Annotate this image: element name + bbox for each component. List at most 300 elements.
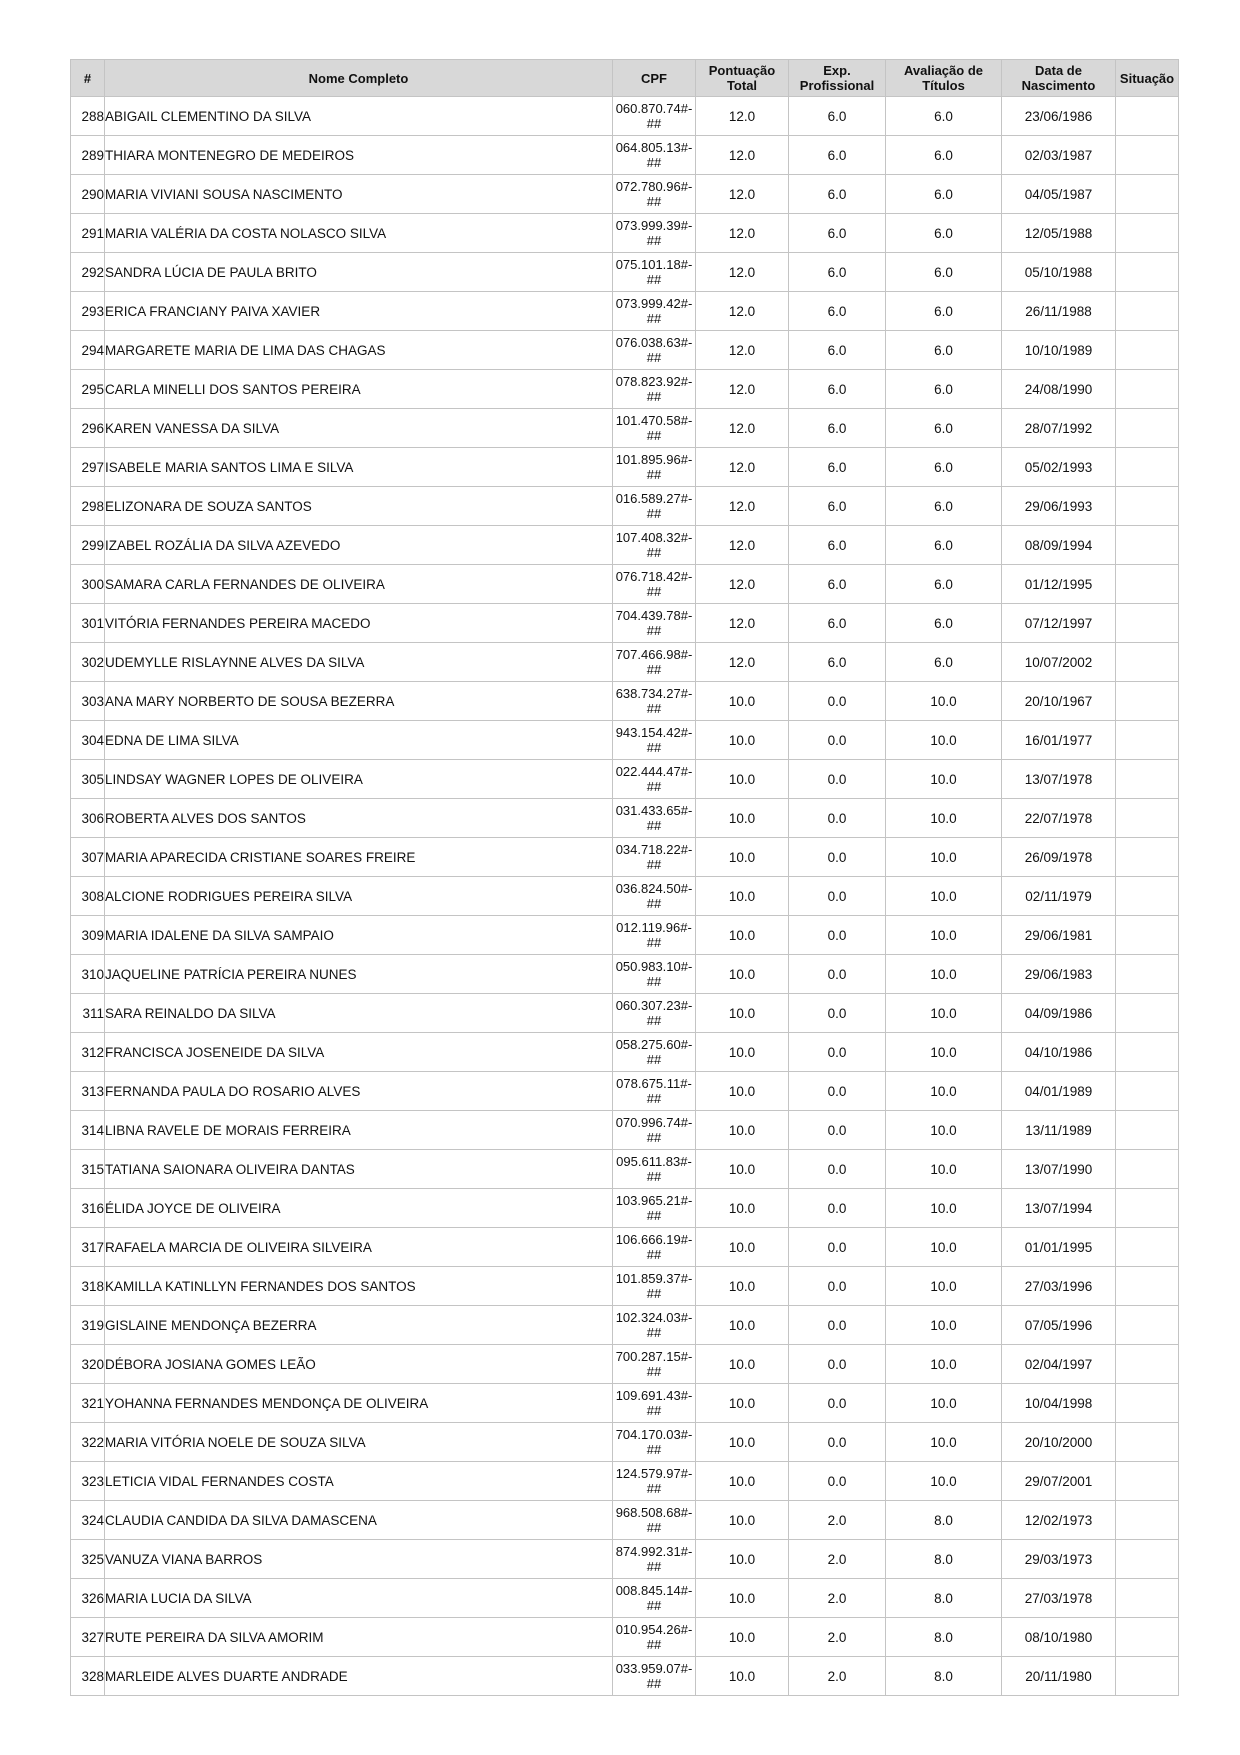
row-number: 320 — [71, 1345, 105, 1384]
cpf-cell — [613, 409, 696, 448]
cpf-masked-digits: 073.999.39#- — [615, 218, 693, 233]
header-professional-experience-line2: Profissional — [799, 78, 875, 93]
title-evaluation-score: 6.0 — [886, 175, 1002, 214]
total-score: 10.0 — [696, 1540, 789, 1579]
candidate-name: RUTE PEREIRA DA SILVA AMORIM — [105, 1618, 613, 1657]
birth-date: 20/11/1980 — [1002, 1657, 1116, 1696]
cpf-masked-digits: 008.845.14#- — [615, 1583, 693, 1598]
row-number: 316 — [71, 1189, 105, 1228]
row-number: 303 — [71, 682, 105, 721]
row-number: 291 — [71, 214, 105, 253]
title-evaluation-score: 10.0 — [886, 1345, 1002, 1384]
total-score: 10.0 — [696, 1267, 789, 1306]
birth-date: 13/11/1989 — [1002, 1111, 1116, 1150]
cpf-cell — [613, 136, 696, 175]
table-row — [71, 214, 1179, 253]
header-professional-experience — [789, 60, 886, 97]
results-table — [70, 59, 1179, 1696]
total-score: 12.0 — [696, 487, 789, 526]
cpf-masked-digits: 943.154.42#- — [615, 725, 693, 740]
birth-date: 04/09/1986 — [1002, 994, 1116, 1033]
table-row — [71, 643, 1179, 682]
professional-experience-score: 0.0 — [789, 1306, 886, 1345]
professional-experience-score: 0.0 — [789, 1072, 886, 1111]
status-cell — [1116, 97, 1179, 136]
total-score: 10.0 — [696, 1618, 789, 1657]
professional-experience-score: 0.0 — [789, 1267, 886, 1306]
cpf-cell — [613, 1462, 696, 1501]
cpf-masked-suffix: ## — [646, 389, 662, 404]
candidate-name: FERNANDA PAULA DO ROSARIO ALVES — [105, 1072, 613, 1111]
birth-date: 05/10/1988 — [1002, 253, 1116, 292]
cpf-cell — [613, 955, 696, 994]
birth-date: 27/03/1978 — [1002, 1579, 1116, 1618]
table-row — [71, 799, 1179, 838]
row-number: 327 — [71, 1618, 105, 1657]
cpf-cell — [613, 682, 696, 721]
status-cell — [1116, 682, 1179, 721]
title-evaluation-score: 10.0 — [886, 877, 1002, 916]
status-cell — [1116, 1033, 1179, 1072]
status-cell — [1116, 1189, 1179, 1228]
professional-experience-score: 2.0 — [789, 1540, 886, 1579]
cpf-cell — [613, 1150, 696, 1189]
title-evaluation-score: 10.0 — [886, 799, 1002, 838]
status-cell — [1116, 916, 1179, 955]
status-cell — [1116, 1345, 1179, 1384]
cpf-masked-digits: 010.954.26#- — [615, 1622, 693, 1637]
professional-experience-score: 0.0 — [789, 1462, 886, 1501]
cpf-masked-digits: 031.433.65#- — [615, 803, 693, 818]
candidate-name: ÉLIDA JOYCE DE OLIVEIRA — [105, 1189, 613, 1228]
status-cell — [1116, 331, 1179, 370]
cpf-masked-suffix: ## — [646, 1208, 662, 1223]
cpf-cell — [613, 1345, 696, 1384]
cpf-masked-suffix: ## — [646, 701, 662, 716]
cpf-masked-suffix: ## — [646, 818, 662, 833]
cpf-masked-suffix: ## — [646, 974, 662, 989]
cpf-masked-digits: 095.611.83#- — [616, 1154, 692, 1169]
table-row — [71, 1267, 1179, 1306]
birth-date: 07/05/1996 — [1002, 1306, 1116, 1345]
candidate-name: TATIANA SAIONARA OLIVEIRA DANTAS — [105, 1150, 613, 1189]
status-cell — [1116, 1462, 1179, 1501]
cpf-masked-digits: 060.870.74#- — [615, 101, 693, 116]
birth-date: 08/10/1980 — [1002, 1618, 1116, 1657]
birth-date: 29/03/1973 — [1002, 1540, 1116, 1579]
row-number: 313 — [71, 1072, 105, 1111]
title-evaluation-score: 10.0 — [886, 1150, 1002, 1189]
table-row — [71, 487, 1179, 526]
cpf-masked-suffix: ## — [646, 1481, 662, 1496]
cpf-cell — [613, 1306, 696, 1345]
row-number: 326 — [71, 1579, 105, 1618]
total-score: 12.0 — [696, 448, 789, 487]
cpf-masked-digits: 101.895.96#- — [615, 452, 693, 467]
cpf-masked-suffix: ## — [646, 428, 662, 443]
status-cell — [1116, 1423, 1179, 1462]
professional-experience-score: 6.0 — [789, 136, 886, 175]
title-evaluation-score: 6.0 — [886, 526, 1002, 565]
total-score: 12.0 — [696, 253, 789, 292]
cpf-masked-digits: 704.439.78#- — [615, 608, 693, 623]
candidate-name: LINDSAY WAGNER LOPES DE OLIVEIRA — [105, 760, 613, 799]
total-score: 10.0 — [696, 1072, 789, 1111]
title-evaluation-score: 6.0 — [886, 214, 1002, 253]
cpf-masked-digits: 034.718.22#- — [615, 842, 693, 857]
candidate-name: MARIA VITÓRIA NOELE DE SOUZA SILVA — [105, 1423, 613, 1462]
status-cell — [1116, 1579, 1179, 1618]
cpf-masked-suffix: ## — [646, 1637, 662, 1652]
candidate-name: SARA REINALDO DA SILVA — [105, 994, 613, 1033]
status-cell — [1116, 565, 1179, 604]
professional-experience-score: 6.0 — [789, 370, 886, 409]
professional-experience-score: 0.0 — [789, 682, 886, 721]
header-birth-date-line1: Data de — [1035, 63, 1082, 78]
professional-experience-score: 0.0 — [789, 916, 886, 955]
cpf-masked-digits: 078.675.11#- — [616, 1076, 692, 1091]
candidate-name: MARIA APARECIDA CRISTIANE SOARES FREIRE — [105, 838, 613, 877]
table-row — [71, 1345, 1179, 1384]
title-evaluation-score: 10.0 — [886, 1423, 1002, 1462]
cpf-cell — [613, 1228, 696, 1267]
table-row — [71, 1384, 1179, 1423]
header-birth-date-line2: Nascimento — [1021, 78, 1096, 93]
birth-date: 10/07/2002 — [1002, 643, 1116, 682]
cpf-masked-suffix: ## — [646, 1169, 662, 1184]
cpf-masked-digits: 064.805.13#- — [615, 140, 693, 155]
candidate-name: ROBERTA ALVES DOS SANTOS — [105, 799, 613, 838]
professional-experience-score: 0.0 — [789, 1384, 886, 1423]
table-row — [71, 1579, 1179, 1618]
row-number: 302 — [71, 643, 105, 682]
total-score: 10.0 — [696, 760, 789, 799]
table-row — [71, 1657, 1179, 1696]
cpf-masked-suffix: ## — [646, 740, 662, 755]
table-row — [71, 916, 1179, 955]
cpf-masked-suffix: ## — [646, 662, 662, 677]
title-evaluation-score: 10.0 — [886, 1228, 1002, 1267]
row-number: 297 — [71, 448, 105, 487]
birth-date: 04/01/1989 — [1002, 1072, 1116, 1111]
table-row — [71, 1501, 1179, 1540]
cpf-cell — [613, 292, 696, 331]
cpf-masked-digits: 076.038.63#- — [615, 335, 693, 350]
status-cell — [1116, 487, 1179, 526]
professional-experience-score: 0.0 — [789, 1189, 886, 1228]
cpf-masked-suffix: ## — [646, 584, 662, 599]
total-score: 12.0 — [696, 175, 789, 214]
header-professional-experience-line1: Exp. — [823, 63, 851, 78]
status-cell — [1116, 721, 1179, 760]
professional-experience-score: 6.0 — [789, 409, 886, 448]
professional-experience-score: 0.0 — [789, 1423, 886, 1462]
cpf-masked-suffix: ## — [646, 506, 662, 521]
candidate-name: MARGARETE MARIA DE LIMA DAS CHAGAS — [105, 331, 613, 370]
row-number: 295 — [71, 370, 105, 409]
row-number: 314 — [71, 1111, 105, 1150]
title-evaluation-score: 6.0 — [886, 643, 1002, 682]
cpf-cell — [613, 1501, 696, 1540]
status-cell — [1116, 409, 1179, 448]
professional-experience-score: 0.0 — [789, 721, 886, 760]
total-score: 12.0 — [696, 97, 789, 136]
cpf-cell — [613, 1267, 696, 1306]
candidate-name: ELIZONARA DE SOUZA SANTOS — [105, 487, 613, 526]
title-evaluation-score: 10.0 — [886, 721, 1002, 760]
row-number: 309 — [71, 916, 105, 955]
total-score: 12.0 — [696, 643, 789, 682]
row-number: 310 — [71, 955, 105, 994]
cpf-masked-suffix: ## — [646, 1364, 662, 1379]
candidate-name: KAMILLA KATINLLYN FERNANDES DOS SANTOS — [105, 1267, 613, 1306]
cpf-cell — [613, 97, 696, 136]
cpf-masked-digits: 109.691.43#- — [615, 1388, 693, 1403]
cpf-masked-digits: 124.579.97#- — [615, 1466, 693, 1481]
birth-date: 07/12/1997 — [1002, 604, 1116, 643]
row-number: 321 — [71, 1384, 105, 1423]
table-row — [71, 1072, 1179, 1111]
row-number: 298 — [71, 487, 105, 526]
table-row — [71, 994, 1179, 1033]
cpf-cell — [613, 838, 696, 877]
professional-experience-score: 6.0 — [789, 292, 886, 331]
status-cell — [1116, 136, 1179, 175]
cpf-masked-digits: 638.734.27#- — [615, 686, 693, 701]
total-score: 12.0 — [696, 409, 789, 448]
row-number: 307 — [71, 838, 105, 877]
cpf-cell — [613, 1540, 696, 1579]
row-number: 293 — [71, 292, 105, 331]
status-cell — [1116, 253, 1179, 292]
table-row — [71, 760, 1179, 799]
cpf-masked-digits: 107.408.32#- — [615, 530, 693, 545]
cpf-masked-suffix: ## — [646, 857, 662, 872]
title-evaluation-score: 10.0 — [886, 1306, 1002, 1345]
header-title-evaluation-line2: Títulos — [922, 78, 965, 93]
row-number: 308 — [71, 877, 105, 916]
total-score: 10.0 — [696, 1189, 789, 1228]
candidate-name: CARLA MINELLI DOS SANTOS PEREIRA — [105, 370, 613, 409]
professional-experience-score: 6.0 — [789, 175, 886, 214]
cpf-masked-suffix: ## — [646, 272, 662, 287]
cpf-masked-digits: 070.996.74#- — [615, 1115, 693, 1130]
row-number: 299 — [71, 526, 105, 565]
birth-date: 08/09/1994 — [1002, 526, 1116, 565]
professional-experience-score: 6.0 — [789, 487, 886, 526]
total-score: 10.0 — [696, 877, 789, 916]
title-evaluation-score: 8.0 — [886, 1657, 1002, 1696]
candidate-name: MARIA VALÉRIA DA COSTA NOLASCO SILVA — [105, 214, 613, 253]
total-score: 12.0 — [696, 370, 789, 409]
status-cell — [1116, 877, 1179, 916]
birth-date: 13/07/1990 — [1002, 1150, 1116, 1189]
status-cell — [1116, 1501, 1179, 1540]
total-score: 10.0 — [696, 955, 789, 994]
professional-experience-score: 0.0 — [789, 955, 886, 994]
birth-date: 01/12/1995 — [1002, 565, 1116, 604]
cpf-masked-suffix: ## — [646, 1130, 662, 1145]
candidate-name: IZABEL ROZÁLIA DA SILVA AZEVEDO — [105, 526, 613, 565]
status-cell — [1116, 370, 1179, 409]
status-cell — [1116, 1267, 1179, 1306]
professional-experience-score: 6.0 — [789, 526, 886, 565]
candidate-name: MARIA VIVIANI SOUSA NASCIMENTO — [105, 175, 613, 214]
candidate-name: DÉBORA JOSIANA GOMES LEÃO — [105, 1345, 613, 1384]
professional-experience-score: 0.0 — [789, 799, 886, 838]
candidate-name: ISABELE MARIA SANTOS LIMA E SILVA — [105, 448, 613, 487]
table-row — [71, 1423, 1179, 1462]
cpf-cell — [613, 760, 696, 799]
total-score: 12.0 — [696, 604, 789, 643]
total-score: 12.0 — [696, 331, 789, 370]
professional-experience-score: 0.0 — [789, 1150, 886, 1189]
professional-experience-score: 0.0 — [789, 994, 886, 1033]
professional-experience-score: 2.0 — [789, 1618, 886, 1657]
title-evaluation-score: 10.0 — [886, 760, 1002, 799]
cpf-cell — [613, 370, 696, 409]
title-evaluation-score: 10.0 — [886, 1072, 1002, 1111]
table-row — [71, 877, 1179, 916]
title-evaluation-score: 10.0 — [886, 1384, 1002, 1423]
cpf-masked-suffix: ## — [646, 467, 662, 482]
total-score: 12.0 — [696, 565, 789, 604]
row-number: 296 — [71, 409, 105, 448]
table-row — [71, 721, 1179, 760]
cpf-masked-suffix: ## — [646, 779, 662, 794]
title-evaluation-score: 10.0 — [886, 994, 1002, 1033]
row-number: 292 — [71, 253, 105, 292]
candidate-name: ANA MARY NORBERTO DE SOUSA BEZERRA — [105, 682, 613, 721]
birth-date: 04/05/1987 — [1002, 175, 1116, 214]
candidate-name: FRANCISCA JOSENEIDE DA SILVA — [105, 1033, 613, 1072]
cpf-cell — [613, 487, 696, 526]
professional-experience-score: 0.0 — [789, 1228, 886, 1267]
cpf-masked-digits: 707.466.98#- — [615, 647, 693, 662]
row-number: 305 — [71, 760, 105, 799]
candidate-name: VITÓRIA FERNANDES PEREIRA MACEDO — [105, 604, 613, 643]
candidate-name: ALCIONE RODRIGUES PEREIRA SILVA — [105, 877, 613, 916]
cpf-masked-suffix: ## — [646, 1676, 662, 1691]
cpf-masked-suffix: ## — [646, 1286, 662, 1301]
professional-experience-score: 0.0 — [789, 838, 886, 877]
header-title-evaluation-line1: Avaliação de — [903, 63, 983, 78]
professional-experience-score: 0.0 — [789, 1111, 886, 1150]
cpf-masked-suffix: ## — [646, 1013, 662, 1028]
cpf-masked-digits: 073.999.42#- — [615, 296, 693, 311]
title-evaluation-score: 10.0 — [886, 682, 1002, 721]
cpf-cell — [613, 448, 696, 487]
row-number: 289 — [71, 136, 105, 175]
table-row — [71, 175, 1179, 214]
professional-experience-score: 6.0 — [789, 97, 886, 136]
cpf-masked-digits: 700.287.15#- — [615, 1349, 693, 1364]
birth-date: 20/10/1967 — [1002, 682, 1116, 721]
cpf-masked-suffix: ## — [646, 1091, 662, 1106]
cpf-masked-digits: 022.444.47#- — [615, 764, 693, 779]
table-row — [71, 1150, 1179, 1189]
cpf-masked-digits: 076.718.42#- — [615, 569, 693, 584]
cpf-cell — [613, 643, 696, 682]
birth-date: 13/07/1978 — [1002, 760, 1116, 799]
cpf-masked-digits: 058.275.60#- — [615, 1037, 693, 1052]
row-number: 317 — [71, 1228, 105, 1267]
table-header — [71, 60, 1179, 97]
total-score: 12.0 — [696, 292, 789, 331]
candidate-name: JAQUELINE PATRÍCIA PEREIRA NUNES — [105, 955, 613, 994]
candidate-name: LIBNA RAVELE DE MORAIS FERREIRA — [105, 1111, 613, 1150]
status-cell — [1116, 955, 1179, 994]
cpf-cell — [613, 916, 696, 955]
title-evaluation-score: 6.0 — [886, 409, 1002, 448]
status-cell — [1116, 799, 1179, 838]
title-evaluation-score: 6.0 — [886, 370, 1002, 409]
total-score: 10.0 — [696, 916, 789, 955]
cpf-masked-suffix: ## — [646, 116, 662, 131]
candidate-name: EDNA DE LIMA SILVA — [105, 721, 613, 760]
birth-date: 23/06/1986 — [1002, 97, 1116, 136]
cpf-masked-digits: 075.101.18#- — [615, 257, 693, 272]
professional-experience-score: 2.0 — [789, 1579, 886, 1618]
professional-experience-score: 0.0 — [789, 1033, 886, 1072]
professional-experience-score: 2.0 — [789, 1657, 886, 1696]
status-cell — [1116, 1384, 1179, 1423]
total-score: 10.0 — [696, 1345, 789, 1384]
professional-experience-score: 6.0 — [789, 214, 886, 253]
professional-experience-score: 6.0 — [789, 604, 886, 643]
title-evaluation-score: 10.0 — [886, 1462, 1002, 1501]
cpf-cell — [613, 1423, 696, 1462]
birth-date: 02/11/1979 — [1002, 877, 1116, 916]
candidate-name: ABIGAIL CLEMENTINO DA SILVA — [105, 97, 613, 136]
status-cell — [1116, 838, 1179, 877]
title-evaluation-score: 8.0 — [886, 1618, 1002, 1657]
table-row — [71, 565, 1179, 604]
cpf-masked-digits: 050.983.10#- — [615, 959, 693, 974]
cpf-masked-suffix: ## — [646, 935, 662, 950]
total-score: 10.0 — [696, 994, 789, 1033]
cpf-cell — [613, 1072, 696, 1111]
cpf-masked-digits: 102.324.03#- — [615, 1310, 693, 1325]
cpf-masked-suffix: ## — [646, 1520, 662, 1535]
birth-date: 26/09/1978 — [1002, 838, 1116, 877]
title-evaluation-score: 6.0 — [886, 136, 1002, 175]
total-score: 10.0 — [696, 1306, 789, 1345]
candidate-name: MARIA LUCIA DA SILVA — [105, 1579, 613, 1618]
row-number: 318 — [71, 1267, 105, 1306]
row-number: 323 — [71, 1462, 105, 1501]
status-cell — [1116, 994, 1179, 1033]
cpf-masked-digits: 078.823.92#- — [615, 374, 693, 389]
birth-date: 12/05/1988 — [1002, 214, 1116, 253]
cpf-cell — [613, 1657, 696, 1696]
birth-date: 02/04/1997 — [1002, 1345, 1116, 1384]
row-number: 328 — [71, 1657, 105, 1696]
status-cell — [1116, 1540, 1179, 1579]
row-number: 294 — [71, 331, 105, 370]
title-evaluation-score: 10.0 — [886, 916, 1002, 955]
status-cell — [1116, 292, 1179, 331]
table-row — [71, 1462, 1179, 1501]
status-cell — [1116, 448, 1179, 487]
row-number: 290 — [71, 175, 105, 214]
birth-date: 05/02/1993 — [1002, 448, 1116, 487]
birth-date: 28/07/1992 — [1002, 409, 1116, 448]
table-row — [71, 1189, 1179, 1228]
professional-experience-score: 0.0 — [789, 877, 886, 916]
cpf-cell — [613, 1111, 696, 1150]
candidate-name: YOHANNA FERNANDES MENDONÇA DE OLIVEIRA — [105, 1384, 613, 1423]
